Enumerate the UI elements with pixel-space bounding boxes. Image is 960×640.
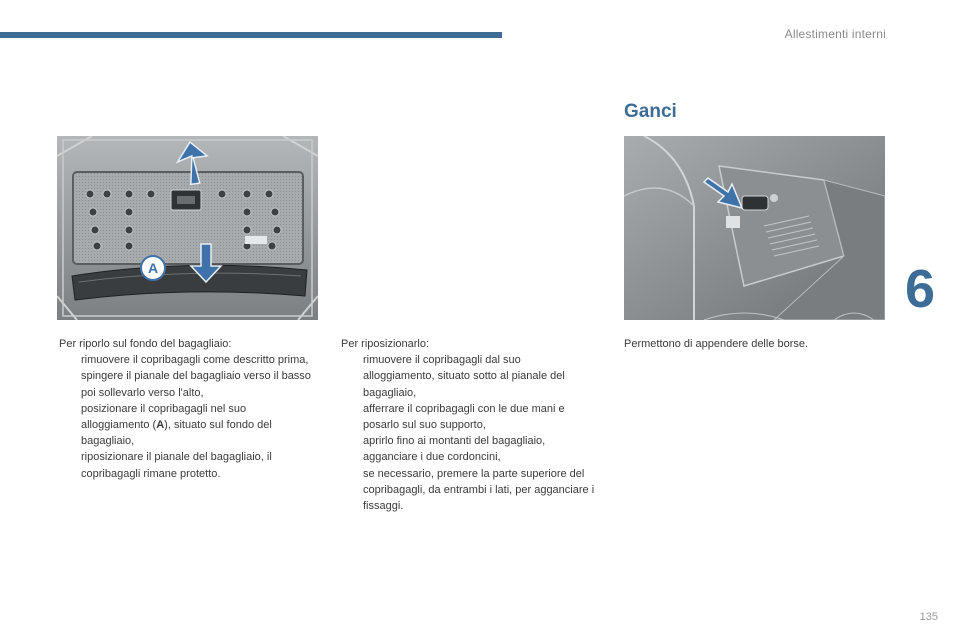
column-intro: Per riposizionarlo: <box>341 338 430 350</box>
callout-reference: A <box>156 419 165 432</box>
text-column-reposition <box>341 336 595 514</box>
list-item: rimuovere il copribagagli come descritto prima, <box>81 354 309 367</box>
chapter-number: 6 <box>905 259 936 319</box>
column-intro: Permettono di appendere delle borse. <box>624 338 809 350</box>
list-item: posizionare il copribagagli nel suo alloggiamento (A), situato sul fondo del bagagliaio, <box>81 402 272 448</box>
trunk-hook-photo <box>624 136 885 320</box>
list-item: rimuovere il copribagagli dal suo alloggiamento, situato sotto al pianale del bagagliaio, <box>363 354 565 399</box>
list-item: spingere il pianale del bagagliaio verso il basso poi sollevarlo verso l'alto, <box>81 370 311 399</box>
list-item: riposizionare il pianale del bagagliaio, il copribagagli rimane protetto. <box>81 451 272 480</box>
callout-a-label: A <box>147 260 159 276</box>
step-list <box>341 352 595 514</box>
section-title-ganci: Ganci <box>624 101 677 122</box>
list-item: agganciare i due cordoncini, <box>363 451 501 464</box>
chapter-header-title: Allestimenti interni <box>784 27 886 41</box>
list-item: afferrare il copribagagli con le due mani e posarlo sul suo supporto, <box>363 402 565 432</box>
page-number: 135 <box>919 611 938 623</box>
column-intro: Per riporlo sul fondo del bagagliaio: <box>59 338 232 350</box>
text-column-hooks <box>624 336 884 352</box>
trunk-floor-photo <box>57 136 318 320</box>
header-accent-bar <box>0 32 502 38</box>
list-item: aprirlo fino ai montanti del bagagliaio, <box>363 435 546 448</box>
step-list <box>59 352 311 482</box>
text-column-store <box>59 336 311 482</box>
list-item: se necessario, premere la parte superiore del copribagagli, da entrambi i lati, per agganciare i fissaggi. <box>363 467 595 513</box>
